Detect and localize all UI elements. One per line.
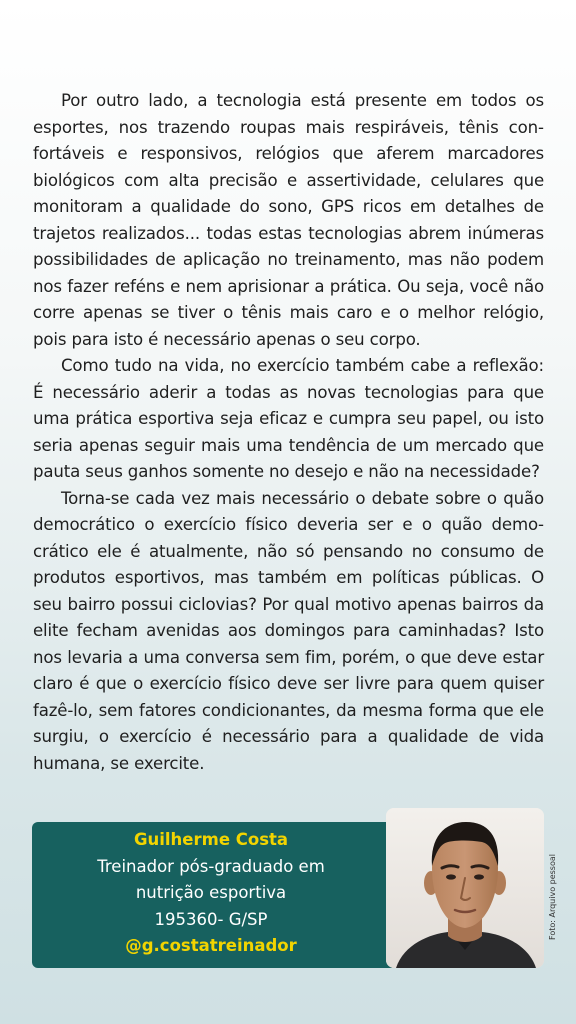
photo-credit: Foto: Arquivo pessoal [548,854,557,940]
author-info-box [32,822,398,968]
article-paragraph-1: Por outro lado, a tecnologia está presente em todos os esportes, nos trazendo roupas mais respiráveis, tênis confortáveis e responsivos, relógios que aferem marcadores biológicos com alta precisão e assertividade, celulares que monitoram a qualidade do sono, GPS ricos em detalhes de trajetos realizados... todas estas tecnologias abrem inúmeras possibilidades de aplicação no treinamento, mas não podem nos fazer reféns e nem aprisionar a prática. Ou seja, você não corre apenas se tiver o tênis mais caro e o melhor relógio, pois para isto é necessário apenas o seu corpo. [33,91,544,349]
author-photo [386,808,544,968]
author-social-handle[interactable]: @g.costatreinador [125,936,297,955]
article-paragraph-3: Torna-se cada vez mais necessário o debate sobre o quão democrático o exercício físico deveria ser e o quão democrático ele é atualmente, não só pensando no consumo de produtos esportivos, mas também em políticas públicas. O seu bairro possui ciclovias? Por qual motivo apenas bairros da elite fecham avenidas aos domingos para caminhadas? Isto nos levaria a uma conversa sem fim, porém, o que deve estar claro é que o exercício físico deve ser livre para quem quiser fazê-lo, sem fatores condicionantes, da mesma forma que ele surgiu, o exercício é necessário para a qualidade de vida humana, se exercite. [33,488,544,773]
author-title-line-2: nutrição esportiva [135,883,287,902]
author-registration: 195360- G/SP [154,909,268,929]
author-portrait-icon [386,808,544,968]
article-body [33,88,544,777]
author-name: Guilherme Costa [133,830,289,849]
article-paragraph-2: Como tudo na vida, no exercício também cabe a reflexão: É necessário aderir a todas as novas tecnologias para que uma prática esportiva seja eficaz e cumpra seu papel, ou isto seria apenas seguir mais uma tendência de um mercado que pauta seus ganhos somente no desejo e não na necessidade? [33,356,544,481]
author-title-line-1: Treinador pós-graduado em [97,856,325,876]
